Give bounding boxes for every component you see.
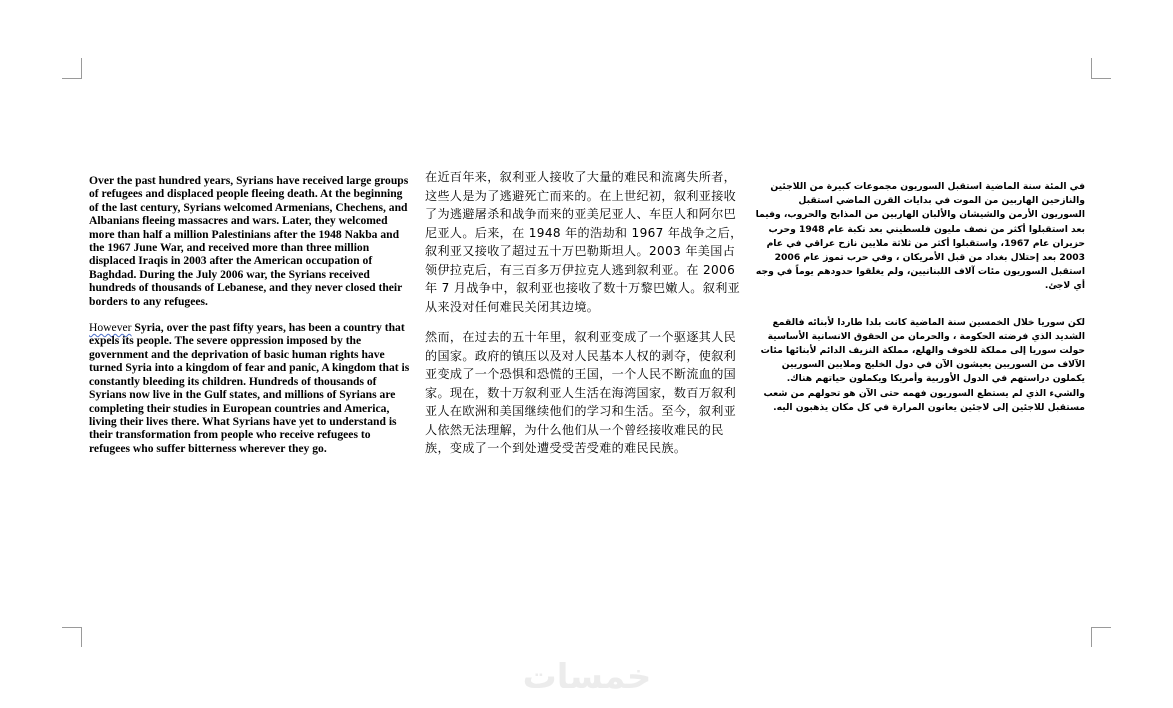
crop-mark bbox=[1091, 78, 1111, 79]
english-paragraph bbox=[89, 321, 414, 455]
crop-mark bbox=[62, 627, 82, 628]
crop-mark bbox=[81, 58, 82, 78]
english-column bbox=[89, 174, 414, 455]
watermark-logo: خمسات bbox=[522, 657, 652, 697]
english-paragraph-text: Syria, over the past fifty years, has been a country that expels its people. The severe oppression imposed by the government and the deprivation of basic human rights have turned Syria into a kingdom of fear and panic, A kingdom that is constantly bleeding its children. Hundreds of thousands of Syrians now live in the Gulf states, and millions of Syrians are completing their studies in European countries and America, living their lives there. What Syrians have yet to understand is their transformation from people who receive refugees to refugees who suffer bitterness wherever they go. bbox=[89, 321, 410, 455]
crop-mark bbox=[1091, 58, 1092, 78]
chinese-column bbox=[425, 168, 747, 458]
arabic-paragraph: في المئة سنة الماضية استقبل السوريون مجموعات كبيرة من اللاجئين والنازحين الهاربين من الموت في بدايات القرن الماضي استقبل السوريون الأرمن والشيشان والألبان الهاربين من المذابح والحروب، وفيما بعد استقبلوا أكثر من نصف مليون فلسطيني بعد نكبة عام 1948 وحرب حزيران عام 1967، واستقبلوا أكثر من ثلاثة ملايين نازح عراقي في عام 2003 بعد إحتلال بغداد من قبل الأمريكان ، وفي حرب تموز عام 2006 استقبل السوريون مئات آلاف اللبنانيين، ولم يغلقوا حدودهم يوماً في وجه أي لاجئ. bbox=[755, 181, 1085, 292]
crop-mark bbox=[1091, 627, 1092, 647]
crop-mark bbox=[1091, 627, 1111, 628]
chinese-paragraph: 在近百年来，叙利亚人接收了大量的难民和流离失所者，这些人是为了逃避死亡而来的。在上世纪初，叙利亚接收了为逃避屠杀和战争而来的亚美尼亚人、车臣人和阿尔巴尼亚人。后来，在 1948 年的浩劫和 1967 年战争之后，叙利亚又接收了超过五十万巴勒斯坦人。2003 年美国占领伊拉克后，有三百多万伊拉克人逃到叙利亚。在 2006 年 7 月战争中，叙利亚也接收了数十万黎巴嫩人。叙利亚从来没对任何难民关闭其边境。 bbox=[425, 170, 743, 314]
arabic-paragraph: لكن سوريا خلال الخمسين سنة الماضية كانت بلدا طاردا لأبنائه فالقمع الشديد الذي فرضته الحكومة ، والحرمان من الحقوق الانسانية الأساسية حولت سوريا إلى مملكة للخوف والهلع، مملكة النزيف الدائم لأبنائها مئات الآلاف من السوريين يعيشون الآن في دول الخليج وملايين السوريين يكملون دراستهم في الدول الأوربية وأمريكا ويكملون حياتهم هناك. والشيء الذي لم يستطع السوريون فهمه حتى الآن هو تحولهم من شعب مستقبل للاجئين إلى لاجئين يعانون المرارة في كل مكان يذهبون اليه. bbox=[760, 316, 1085, 413]
chinese-paragraph: 然而，在过去的五十年里，叙利亚变成了一个驱逐其人民的国家。政府的镇压以及对人民基本人权的剥夺，使叙利亚变成了一个恐惧和恐慌的王国，一个人民不断流血的国家。现在，数十万叙利亚人生活在海湾国家，数百万叙利亚人在欧洲和美国继续他们的学习和生活。至今，叙利亚人依然无法理解，为什么他们从一个曾经接收难民的民族，变成了一个到处遭受受苦受难的难民民族。 bbox=[425, 330, 737, 455]
arabic-column bbox=[755, 180, 1085, 415]
crop-mark bbox=[62, 78, 82, 79]
english-paragraph: Over the past hundred years, Syrians have received large groups of refugees and displaced people fleeing death. At the beginning of the last century, Syrians welcomed Armenians, Chechens, and Albanians fleeing massacres and wars. Later, they welcomed more than half a million Palestinians after the 1948 Nakba and the 1967 June War, and received more than three million displaced Iraqis in 2003 after the American occupation of Baghdad. During the July 2006 war, the Syrians received hundreds of thousands of Lebanese, and they never closed their borders to any refugees. bbox=[89, 174, 409, 308]
spellcheck-flagged-word[interactable]: However bbox=[89, 321, 132, 335]
crop-mark bbox=[81, 627, 82, 647]
